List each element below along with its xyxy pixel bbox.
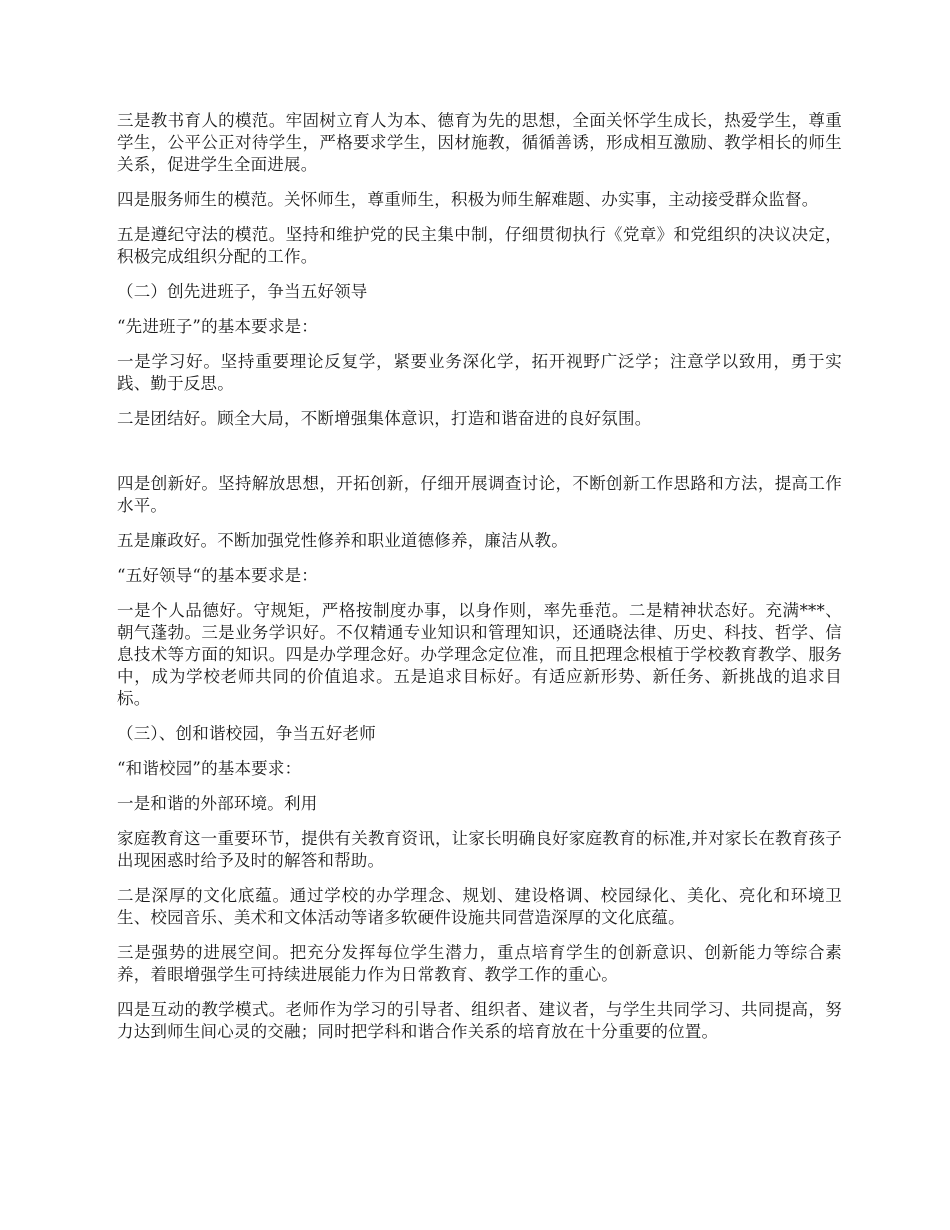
paragraph-law-model: 五是遵纪守法的模范。坚持和维护党的民主集中制，仔细贯彻执行《党章》和党组织的决议决定，积极完成组织分配的工作。 <box>117 225 842 266</box>
paragraph-study-well: 一是学习好。坚持重要理论反复学，紧要业务深化学，拓开视野广泛学；注意学以致用，勇于实践、勤于反思。 <box>117 352 842 393</box>
paragraph-innovation-well: 四是创新好。坚持解放思想，开拓创新，仔细开展调查讨论，不断创新工作思路和方法，提高工作水平。 <box>117 474 842 515</box>
section-heading-harmonious-campus: （三）、创和谐校园，争当五好老师 <box>117 724 376 743</box>
paragraph-unity-well: 二是团结好。顾全大局，不断增强集体意识，打造和谐奋进的良好氛围。 <box>117 409 652 428</box>
paragraph-development-space: 三是强势的进展空间。把充分发挥每位学生潜力，重点培育学生的创新意识、创新能力等综合素养，着眼增强学生可持续进展能力作为日常教育、教学工作的重心。 <box>117 943 842 984</box>
paragraph-cultural-heritage: 二是深厚的文化底蕴。通过学校的办学理念、规划、建设格调、校园绿化、美化、亮化和环境卫生、校园音乐、美术和文体活动等诸多软硬件设施共同营造深厚的文化底蕴。 <box>117 886 842 927</box>
paragraph-teaching-model: 三是教书育人的模范。牢固树立育人为本、德育为先的思想，全面关怀学生成长，热爱学生，尊重学生，公平公正对待学生，严格要求学生，因材施教，循循善诱，形成相互激励、教学相长的师生关系，促进学生全面进展。 <box>117 111 842 174</box>
paragraph-family-education: 家庭教育这一重要环节，提供有关教育资讯，让家长明确良好家庭教育的标准,并对家长在教育孩子出现困惑时给予及时的解答和帮助。 <box>117 829 842 870</box>
paragraph-external-environment: 一是和谐的外部环境。利用 <box>117 794 318 813</box>
paragraph-five-good-leader-details: 一是个人品德好。守规矩，严格按制度办事，以身作则，率先垂范。二是精神状态好。充满***、朝气蓬勃。三是业务学识好。不仅精通专业知识和管理知识，还通晓法律、历史、科技、哲学、信息技术等方面的知识。四是办学理念好。办学理念定位准，而且把理念根植于学校教育教学、服务中，成为学校老师共同的价值追求。五是追求目标好。有适应新形势、新任务、新挑战的追求目标。 <box>117 601 842 708</box>
paragraph-harmonious-campus-intro: “和谐校园”的基本要求： <box>117 759 302 778</box>
paragraph-integrity-well: 五是廉政好。不断加强党性修养和职业道德修养，廉洁从教。 <box>117 531 568 550</box>
paragraph-interactive-teaching: 四是互动的教学模式。老师作为学习的引导者、组织者、建议者，与学生共同学习、共同提高，努力达到师生间心灵的交融；同时把学科和谐合作关系的培育放在十分重要的位置。 <box>117 1000 842 1041</box>
paragraph-service-model: 四是服务师生的模范。关怀师生，尊重师生，积极为师生解难题、办实事，主动接受群众监督。 <box>117 190 819 209</box>
blank-gap <box>117 443 842 473</box>
paragraph-five-good-leader-intro: “五好领导“的基本要求是： <box>117 566 318 585</box>
section-heading-advanced-team: （二）创先进班子，争当五好领导 <box>117 282 368 301</box>
paragraph-advanced-team-intro: “先进班子”的基本要求是： <box>117 317 318 336</box>
document-body <box>117 110 842 1056</box>
